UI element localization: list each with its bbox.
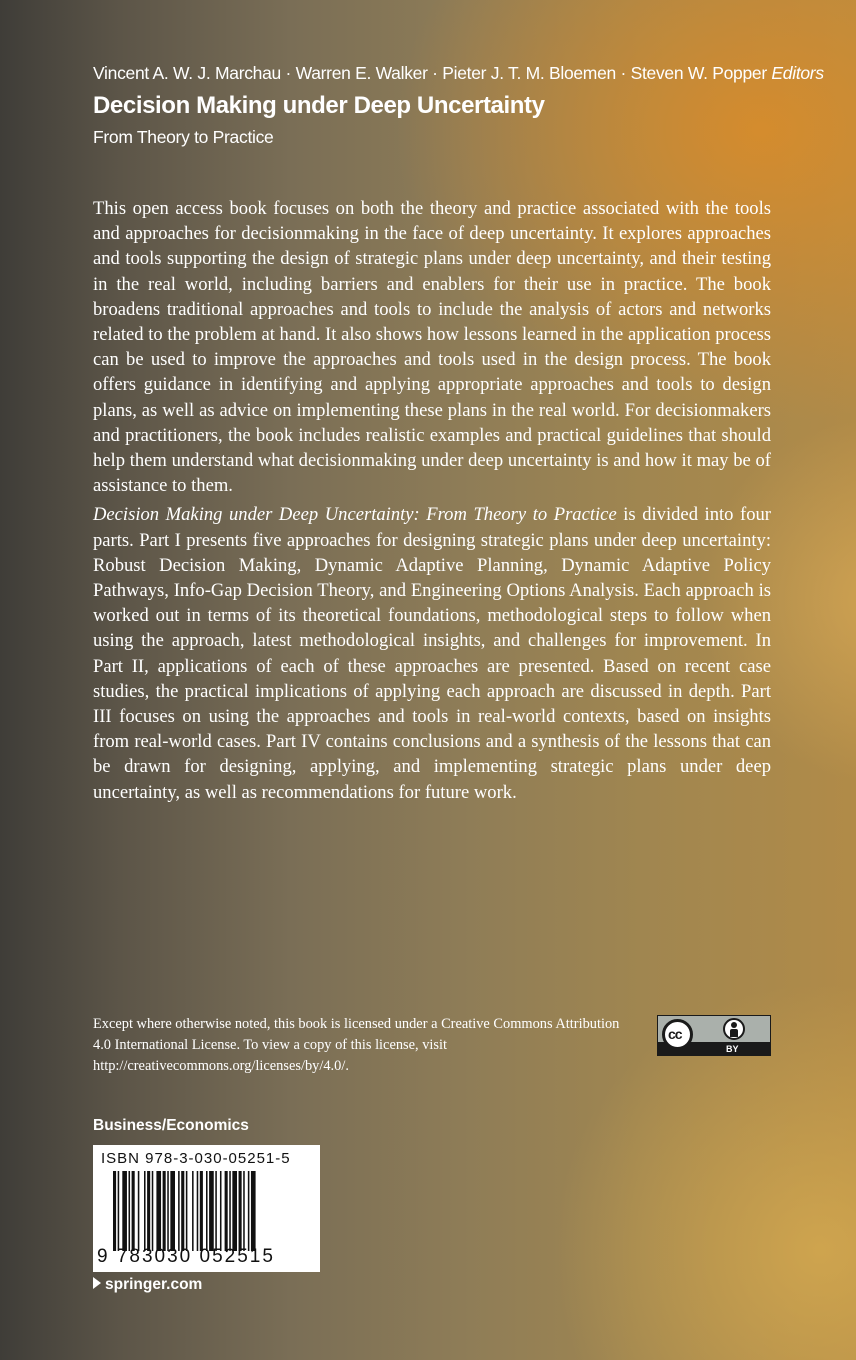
book-subtitle: From Theory to Practice	[93, 127, 274, 147]
description-paragraph-2-title: Decision Making under Deep Uncertainty: From Theory to Practice	[93, 504, 617, 526]
creative-commons-by-icon	[657, 1015, 771, 1056]
book-description	[93, 196, 771, 809]
isbn-barcode	[93, 1145, 320, 1272]
barcode-icon	[113, 1171, 303, 1251]
attribution-person-icon	[723, 1018, 745, 1040]
description-paragraph-1: This open access book focuses on both the theory and practice associated with the tools and approaches for decisionmaking in the face of deep uncertainty. It explores approaches and tools supporting the design of strategic plans under deep uncertainty, and their testing in the real world, including barriers and enablers for their use in practice. The book broadens traditional approaches and tools to include the analysis of actors and networks related to the problem at hand. It also shows how lessons learned in the application process can be used to improve the approaches and tools used in the design process. The book offers guidance in identifying and applying appropriate approaches and tools to design plans, as well as advice on implementing these plans in the real world. For decisionmakers and practitioners, the book includes realistic examples and practical guidelines that should help them understand what decisionmaking under deep uncertainty is and how it may be of assistance to them.	[93, 198, 771, 497]
description-paragraph-2	[93, 502, 771, 804]
isbn-label: ISBN 978-3-030-05251-5	[101, 1150, 291, 1167]
editors-line	[93, 63, 824, 84]
cc-label: cc	[668, 1026, 682, 1042]
triangle-right-icon	[93, 1277, 101, 1289]
license-notice: Except where otherwise noted, this book is licensed under a Creative Commons Attribution 4.0 International License. To view a copy of this license, visit http://creativecommons.org/licenses/by/4.0/.	[93, 1016, 620, 1074]
cc-circle-icon	[662, 1019, 693, 1050]
barcode-number: 9 783030 052515	[97, 1246, 275, 1267]
publisher-url: springer.com	[105, 1276, 203, 1293]
description-paragraph-2-body: is divided into four parts. Part I presents five approaches for designing strategic plans under deep uncertainty: Robust Decision Making, Dynamic Adaptive Planning, Dynamic Adaptive Policy Pathways, Info-Gap Decision Theory, and Engineering Options Analysis. Each approach is worked out in terms of its theoretical foundations, methodological steps to follow when using the approach, latest methodological insights, and challenges for improvement. In Part II, applications of each of these approaches are presented. Based on recent case studies, the practical implications of applying each approach are discussed in depth. Part III focuses on using the approaches and tools in real-world contexts, based on insights from real-world cases. Part IV contains conclusions and a synthesis of the lessons that can be drawn for designing, applying, and implementing strategic plans under deep uncertainty, as well as recommendations for future work.	[93, 504, 771, 803]
publisher-link[interactable]	[93, 1276, 202, 1294]
by-label: BY	[726, 1044, 739, 1054]
editors-role: Editors	[771, 63, 824, 83]
editors-names: Vincent A. W. J. Marchau · Warren E. Walker · Pieter J. T. M. Bloemen · Steven W. Popper	[93, 63, 767, 83]
book-title: Decision Making under Deep Uncertainty	[93, 92, 545, 119]
subject-category: Business/Economics	[93, 1117, 249, 1134]
